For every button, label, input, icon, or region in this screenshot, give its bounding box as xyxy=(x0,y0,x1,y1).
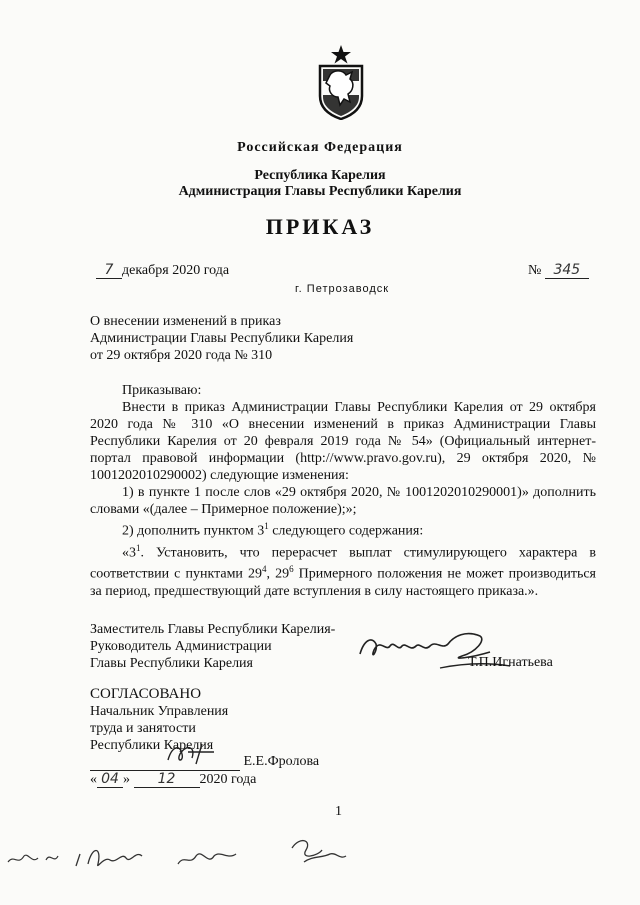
order-number xyxy=(528,262,589,279)
city: г. Петрозаводск xyxy=(295,283,390,295)
approval-date: « 04 » 12 2020 года xyxy=(90,771,257,787)
approval-date-year: 2020 года xyxy=(199,772,257,787)
body-paragraph-1: Внести в приказ Администрации Главы Республики Карелия от 29 октября 2020 года № 310 «О внесении изменений в приказ Администрации Главы Республики Карелия от 20 февраля 2019 года № 54» (Официальный интернет-портал правовой информации (http://www.pravo.gov.ru), 29 октября 2020, № 1001202010290002) следующие изменения: xyxy=(90,400,596,483)
body-paragraph-3: 2) дополнить пунктом $3^1$ следующего содержания: xyxy=(122,521,424,539)
handwritten-signature xyxy=(350,622,520,682)
order-date xyxy=(96,262,229,279)
order-date-rest: декабря 2020 года xyxy=(122,263,230,278)
approval-signature-line xyxy=(90,754,319,771)
page-number: 1 xyxy=(335,804,342,819)
approval-signature xyxy=(90,754,240,771)
approval-heading: СОГЛАСОВАНО xyxy=(90,686,202,702)
order-subject xyxy=(90,313,353,364)
order-number-value: 345 xyxy=(545,262,589,279)
signatory-name: Т.П.Игнатьева xyxy=(468,655,553,670)
subject-line: Администрации Главы Республики Карелия xyxy=(90,331,354,346)
approval-signature-mark xyxy=(162,740,222,766)
header-federation: Российская Федерация xyxy=(237,140,403,155)
subject-line: от 29 октября 2020 года № 310 xyxy=(90,348,273,363)
signatory-position: Заместитель Главы Республики Карелия- Руководитель Администрации Главы Республики Карелия xyxy=(90,622,336,671)
order-body xyxy=(90,382,596,600)
approval-name: Е.Е.Фролова xyxy=(243,754,320,769)
order-date-day: 7 xyxy=(96,262,122,279)
coat-of-arms-emblem xyxy=(315,44,367,120)
approval-block: СОГЛАСОВАНО Начальник Управления труда и занятости Республики Карелия xyxy=(90,686,229,753)
header-republic: Республика Карелия xyxy=(254,168,386,183)
handwritten-initials xyxy=(0,826,640,896)
header-administration: Администрация Главы Республики Карелия xyxy=(178,184,462,199)
approval-date-day: 04 xyxy=(97,771,123,788)
body-paragraph-4: «$3^1$. Установить, что перерасчет выплат стимулирующего характера в соответствии с пунктами $29^4$, $29^6$ Примерного положения не может производиться за период, предшествующий дате вступления в силу настоящего приказа.». xyxy=(90,542,597,599)
subject-line: О внесении изменений в приказ xyxy=(90,314,281,329)
approval-date-month: 12 xyxy=(134,771,200,788)
order-number-prefix: № xyxy=(528,263,542,278)
body-intro: Приказываю: xyxy=(122,383,202,398)
document-title: ПРИКАЗ xyxy=(265,214,375,239)
body-paragraph-2: 1) в пункте 1 после слов «29 октября 2020, № 1001202010290001)» дополнить словами «(далее – Примерное положение);»; xyxy=(90,485,596,517)
